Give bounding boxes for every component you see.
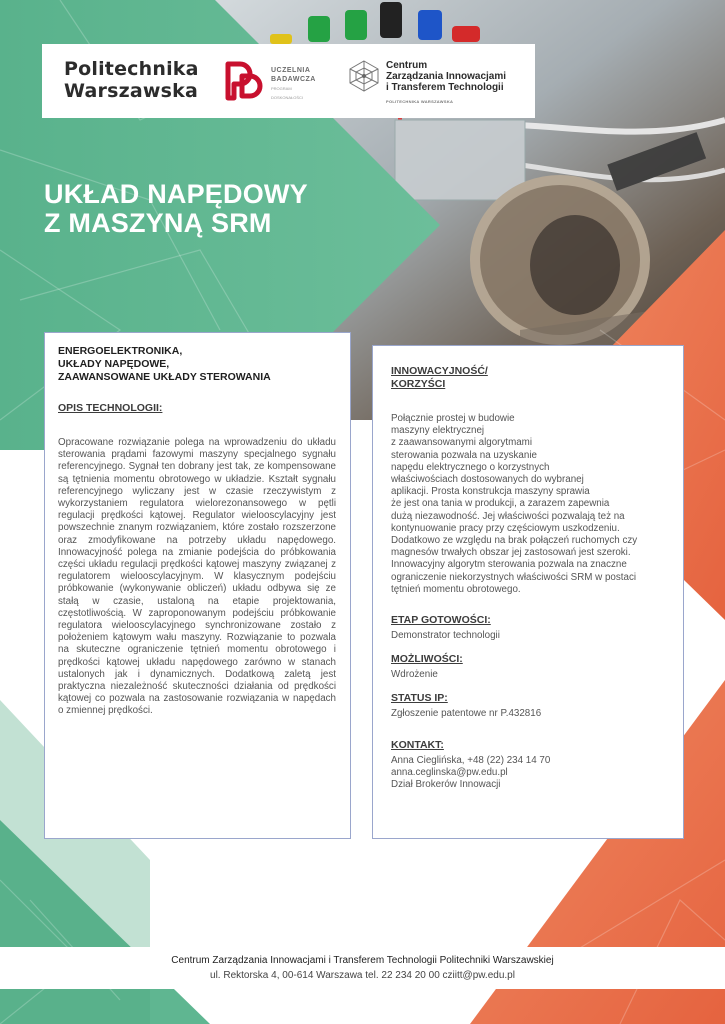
ub-logo: [224, 60, 324, 104]
innovation-box: [372, 345, 684, 839]
innovation-line: właściwościach dostosowanych do wybranej: [391, 474, 584, 486]
title-line2: Z MASZYNĄ SRM: [44, 208, 272, 238]
footer-organization: Centrum Zarządzania Innowacjami i Transferem Technologii Politechniki Warszawskiej: [171, 955, 554, 966]
pw-logo: [64, 58, 199, 102]
innovation-heading-line2: KORZYŚCI: [391, 378, 446, 390]
technology-description-box: [44, 332, 351, 839]
cziitt-network-icon: [346, 58, 382, 94]
innovation-line: Dodatkowo ze względu na brak połączeń ruchomych czy: [391, 535, 638, 547]
innovation-line: z zaawansowanymi algorytmami: [391, 437, 533, 449]
innovation-line: magnesów trwałych obszar jej zastosowań jest szeroki.: [391, 547, 631, 559]
innovation-heading-line1: INNOWACYJNOŚĆ/: [391, 365, 488, 377]
innovation-line: Połącznie prostej w budowie: [391, 413, 515, 424]
innovation-line: maszyny elektrycznej: [391, 425, 485, 437]
ub-logo-icon: [224, 60, 264, 102]
cziitt-logo-line3: i Transferem Technologii: [386, 82, 504, 93]
pw-logo-line2: Warszawska: [64, 80, 198, 102]
contact-name: Anna Cieglińska, +48 (22) 234 14 70: [391, 754, 551, 766]
cziitt-logo-text: [386, 60, 506, 107]
page-title: [44, 180, 308, 238]
cziitt-logo-line1: Centrum: [386, 60, 428, 71]
footer-address: ul. Rektorska 4, 00-614 Warszawa tel. 22 234 20 00 cziitt@pw.edu.pl: [210, 970, 515, 981]
options-value: Wdrożenie: [391, 669, 438, 681]
innovation-line: aplikacji. Prosta konstrukcja maszyny sprawia: [391, 486, 590, 498]
keywords: [58, 345, 336, 384]
contact-department: Dział Brokerów Innowacji: [391, 779, 501, 791]
ub-logo-line2: BADAWCZA: [271, 76, 316, 83]
readiness-value: Demonstrator technologii: [391, 630, 500, 642]
cziitt-logo: [346, 58, 536, 108]
ip-status-value: Zgłoszenie patentowe nr P.432816: [391, 708, 542, 720]
innovation-line: ograniczenie niekorzystnych właściwości SRM w postaci: [391, 571, 637, 583]
readiness-heading: ETAP GOTOWOŚCI:: [391, 614, 491, 627]
ip-status-heading: STATUS IP:: [391, 692, 448, 705]
ub-logo-text: [271, 66, 324, 102]
header-logo-bar: [42, 44, 535, 118]
innovation-line: kontynuowanie pracy przy częściowym uszkodzeniu.: [391, 522, 620, 534]
innovation-line: sterowania pozwala na uzyskanie: [391, 449, 537, 461]
cziitt-logo-sub: POLITECHNIKA WARSZAWSKA: [386, 99, 454, 104]
keyword-line2: UKŁADY NAPĘDOWE,: [58, 358, 170, 370]
innovation-text: [391, 413, 669, 596]
footer: [0, 947, 725, 989]
innovation-line: napędu elektrycznego o korzystnych: [391, 461, 550, 473]
ub-logo-line1: UCZELNIA: [271, 67, 311, 74]
contact-heading: KONTAKT:: [391, 738, 444, 751]
cziitt-logo-line2: Zarządzania Innowacjami: [386, 71, 507, 82]
ub-logo-small: PROGRAM DOSKONAŁOŚCI: [271, 86, 304, 100]
innovation-line: że jest ona tania w produkcji, a zarazem zapewnia: [391, 498, 610, 510]
title-line1: UKŁAD NAPĘDOWY: [44, 179, 308, 209]
innovation-heading: [391, 365, 669, 391]
keyword-line1: ENERGOELEKTRONIKA,: [58, 345, 183, 357]
innovation-line: tętnień momentu obrotowego.: [391, 583, 521, 595]
innovation-line: dużą niezawodność. Jej właściwości pozwalają też na: [391, 510, 625, 522]
contact-email[interactable]: anna.ceglinska@pw.edu.pl: [391, 766, 508, 778]
pw-logo-line1: Politechnika: [64, 58, 199, 80]
innovation-line: Innowacyjny algorytm sterowania pozwala na znaczne: [391, 559, 627, 571]
keyword-line3: ZAAWANSOWANE UKŁADY STEROWANIA: [58, 371, 271, 383]
description-text: Opracowane rozwiązanie polega na wprowadzeniu do układu sterowania prądami fazowymi maszyny specjalnego sygnału referencyjnego. Sygnał ten dobrany jest tak, ze kompensowane są tętnienia momentu obrotowego w układzie. Kształt sygnału referencyjnego wyliczany jest w czasie rzeczywistym z wykorzystaniem regulatora wielorezonansowego w pętli regulacji prędkości kątowej. Regulator wielooscylacyjny jest powszechnie znanym rozwiązaniem, które zostało rozszerzone oraz zmodyfikowane na potrzeby układu napędowego. Innowacyjność polega na zmianie podejścia do próbkowania części układu regulacji prędkości kątowej maszyny związanej z regulatorem wielooscylacyjnym. W klasycznym podejściu próbkowanie (wykonywanie obliczeń) układu odbywa się ze stałą w czasie, ustaloną na etapie projektowania, częstotliwością. W zaproponowanym podejściu próbkowanie regulatora wielooscylacyjnego synchronizowane zostało z położeniem kątowym wału maszyny. Rozwiązanie to pozwala na skuteczne ograniczenie tętnień momentu obrotowego i prędkości kątowej układu napędowego zarówno w stanach ustalonych jak i dynamicznych. Dodatkową zaletą jest praktyczna niezależność skuteczności działania od prędkości kątowej co pozwala na zastosowanie rozwiązania w napędach o zmiennej prędkości.: [58, 437, 336, 717]
description-heading: OPIS TECHNOLOGII:: [58, 402, 163, 414]
options-heading: MOŻLIWOŚCI:: [391, 653, 463, 666]
